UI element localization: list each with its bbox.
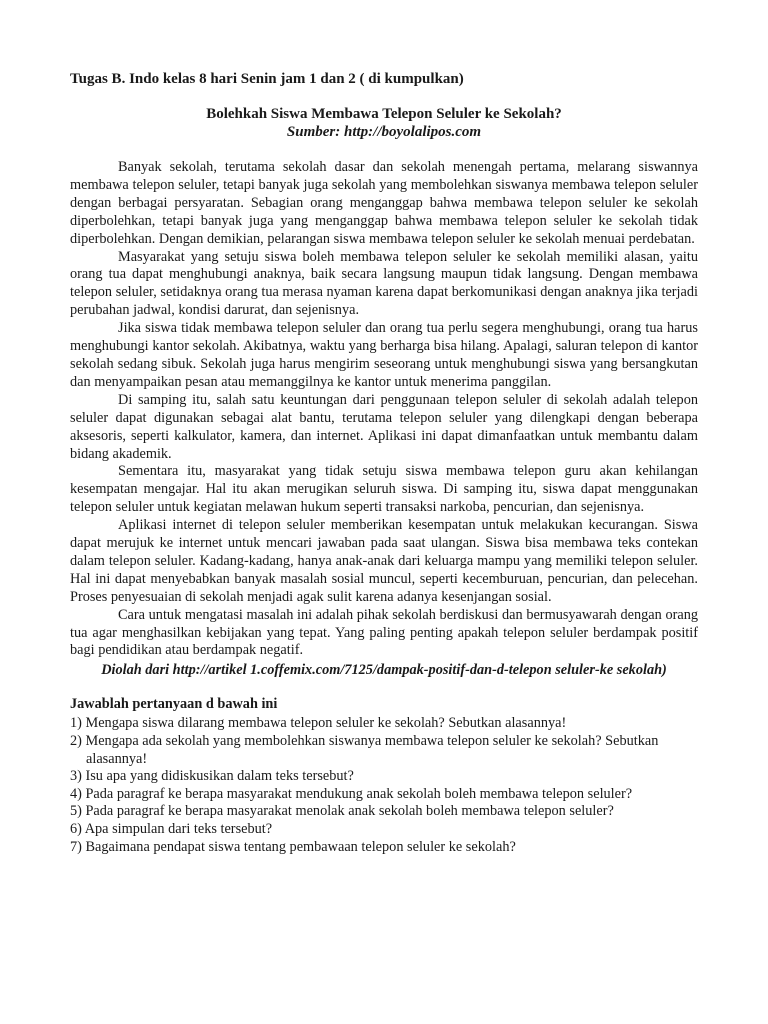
article-title: Bolehkah Siswa Membawa Telepon Seluler ke Sekolah?	[206, 106, 562, 122]
question-item: 6) Apa simpulan dari teks tersebut?	[70, 820, 273, 837]
question-item: 3) Isu apa yang didiskusikan dalam teks tersebut?	[70, 768, 354, 785]
article-paragraph: Banyak sekolah, terutama sekolah dasar dan sekolah menengah pertama, melarang siswannya membawa telepon seluler, tetapi banyak juga sekolah yang membolehkan siswanya membawa telepon seluler dengan berbagai persyaratan. Sebagian orang menganggap bahwa membawa telepon seluler ke sekolah diperbolehkan, tetapi banyak juga yang menganggap bahwa membawa telepon seluler ke sekolah tidak diperbolehkan. Dengan demikian, pelarangan siswa membawa telepon seluler ke sekolah menuai perdebatan.	[70, 159, 698, 247]
question-item: 1) Mengapa siswa dilarang membawa telepon seluler ke sekolah? Sebutkan alasannya!	[70, 715, 567, 732]
article-paragraph: Aplikasi internet di telepon seluler memberikan kesempatan untuk melakukan kecurangan. Siswa dapat merujuk ke internet untuk mencari jawaban pada saat ulangan. Siswa bisa membawa teks contekan dalam telepon seluler. Kadang-kadang, hanya anak-anak dari keluarga mampu yang memiliki telepon seluler. Hal ini dapat menyebabkan banyak masalah sosial muncul, seperti kecemburuan, pencurian, dan pelecehan. Proses penyesuaian di sekolah menjadi agak sulit karena adanya kesenjangan sosial.	[70, 517, 698, 605]
questions-list	[70, 715, 698, 856]
article-credit: Diolah dari http://artikel 1.coffemix.com/7125/dampak-positif-dan-d-telepon seluler-ke sekolah)	[101, 662, 667, 679]
article-paragraph: Cara untuk mengatasi masalah ini adalah pihak sekolah berdiskusi dan bermusyawarah dengan orang tua agar menghasilkan kebijakan yang tepat. Yang paling penting apakah telepon seluler berdampak positif bagi pendidikan atau berdampak negatif.	[70, 606, 698, 659]
question-item: 2) Mengapa ada sekolah yang membolehkan siswanya membawa telepon seluler ke sekolah? Sebutkan alasannya!	[70, 732, 659, 767]
question-item: 4) Pada paragraf ke berapa masyarakat mendukung anak sekolah boleh membawa telepon seluler?	[70, 785, 633, 802]
article-paragraph: Masyarakat yang setuju siswa boleh membawa telepon seluler ke sekolah memiliki alasan, yaitu orang tua dapat menghubungi anaknya, baik secara langsung maupun tidak langsung. Dengan membawa telepon seluler, setidaknya orang tua merasa nyaman karena dapat berkomunikasi dengan anaknya jika terjadi perubahan jadwal, kondisi darurat, dan sejenisnya.	[70, 248, 698, 319]
article-paragraph: Sementara itu, masyarakat yang tidak setuju siswa membawa telepon guru akan kehilangan kesempatan mengajar. Hal itu akan merugikan seluruh siswa. Di samping itu, siswa dapat menggunakan telepon seluler untuk kegiatan melawan hukum seperti transaksi narkoba, pencurian, dan sejenisnya.	[70, 463, 698, 516]
question-item: 7) Bagaimana pendapat siswa tentang pembawaan telepon seluler ke sekolah?	[70, 838, 516, 855]
article-paragraph: Di samping itu, salah satu keuntungan dari penggunaan telepon seluler di sekolah adalah telepon seluler dapat digunakan sebagai alat bantu, terutama telepon seluler yang dilengkapi dengan beberapa aksesoris, seperti kalkulator, kamera, dan internet. Aplikasi ini dapat dimanfaatkan untuk membantu dalam bidang akademik.	[70, 391, 698, 462]
questions-heading: Jawablah pertanyaan d bawah ini	[70, 696, 278, 713]
article-paragraph: Jika siswa tidak membawa telepon seluler dan orang tua perlu segera menghubungi, orang tua harus menghubungi kantor sekolah. Akibatnya, waktu yang berharga bisa hilang. Apalagi, saluran telepon di kantor sekolah sedang sibuk. Sekolah juga harus mengirim seseorang untuk menghubungi siswa yang bersangkutan dan menyampaikan pesan atau memanggilnya ke kantor untuk menerima panggilan.	[70, 320, 698, 390]
assignment-header: Tugas B. Indo kelas 8 hari Senin jam 1 dan 2 ( di kumpulkan)	[70, 71, 464, 87]
article-source: Sumber: http://boyolalipos.com	[286, 124, 482, 140]
article-body	[70, 159, 698, 660]
question-item: 5) Pada paragraf ke berapa masyarakat menolak anak sekolah boleh membawa telepon seluler?	[70, 803, 614, 820]
